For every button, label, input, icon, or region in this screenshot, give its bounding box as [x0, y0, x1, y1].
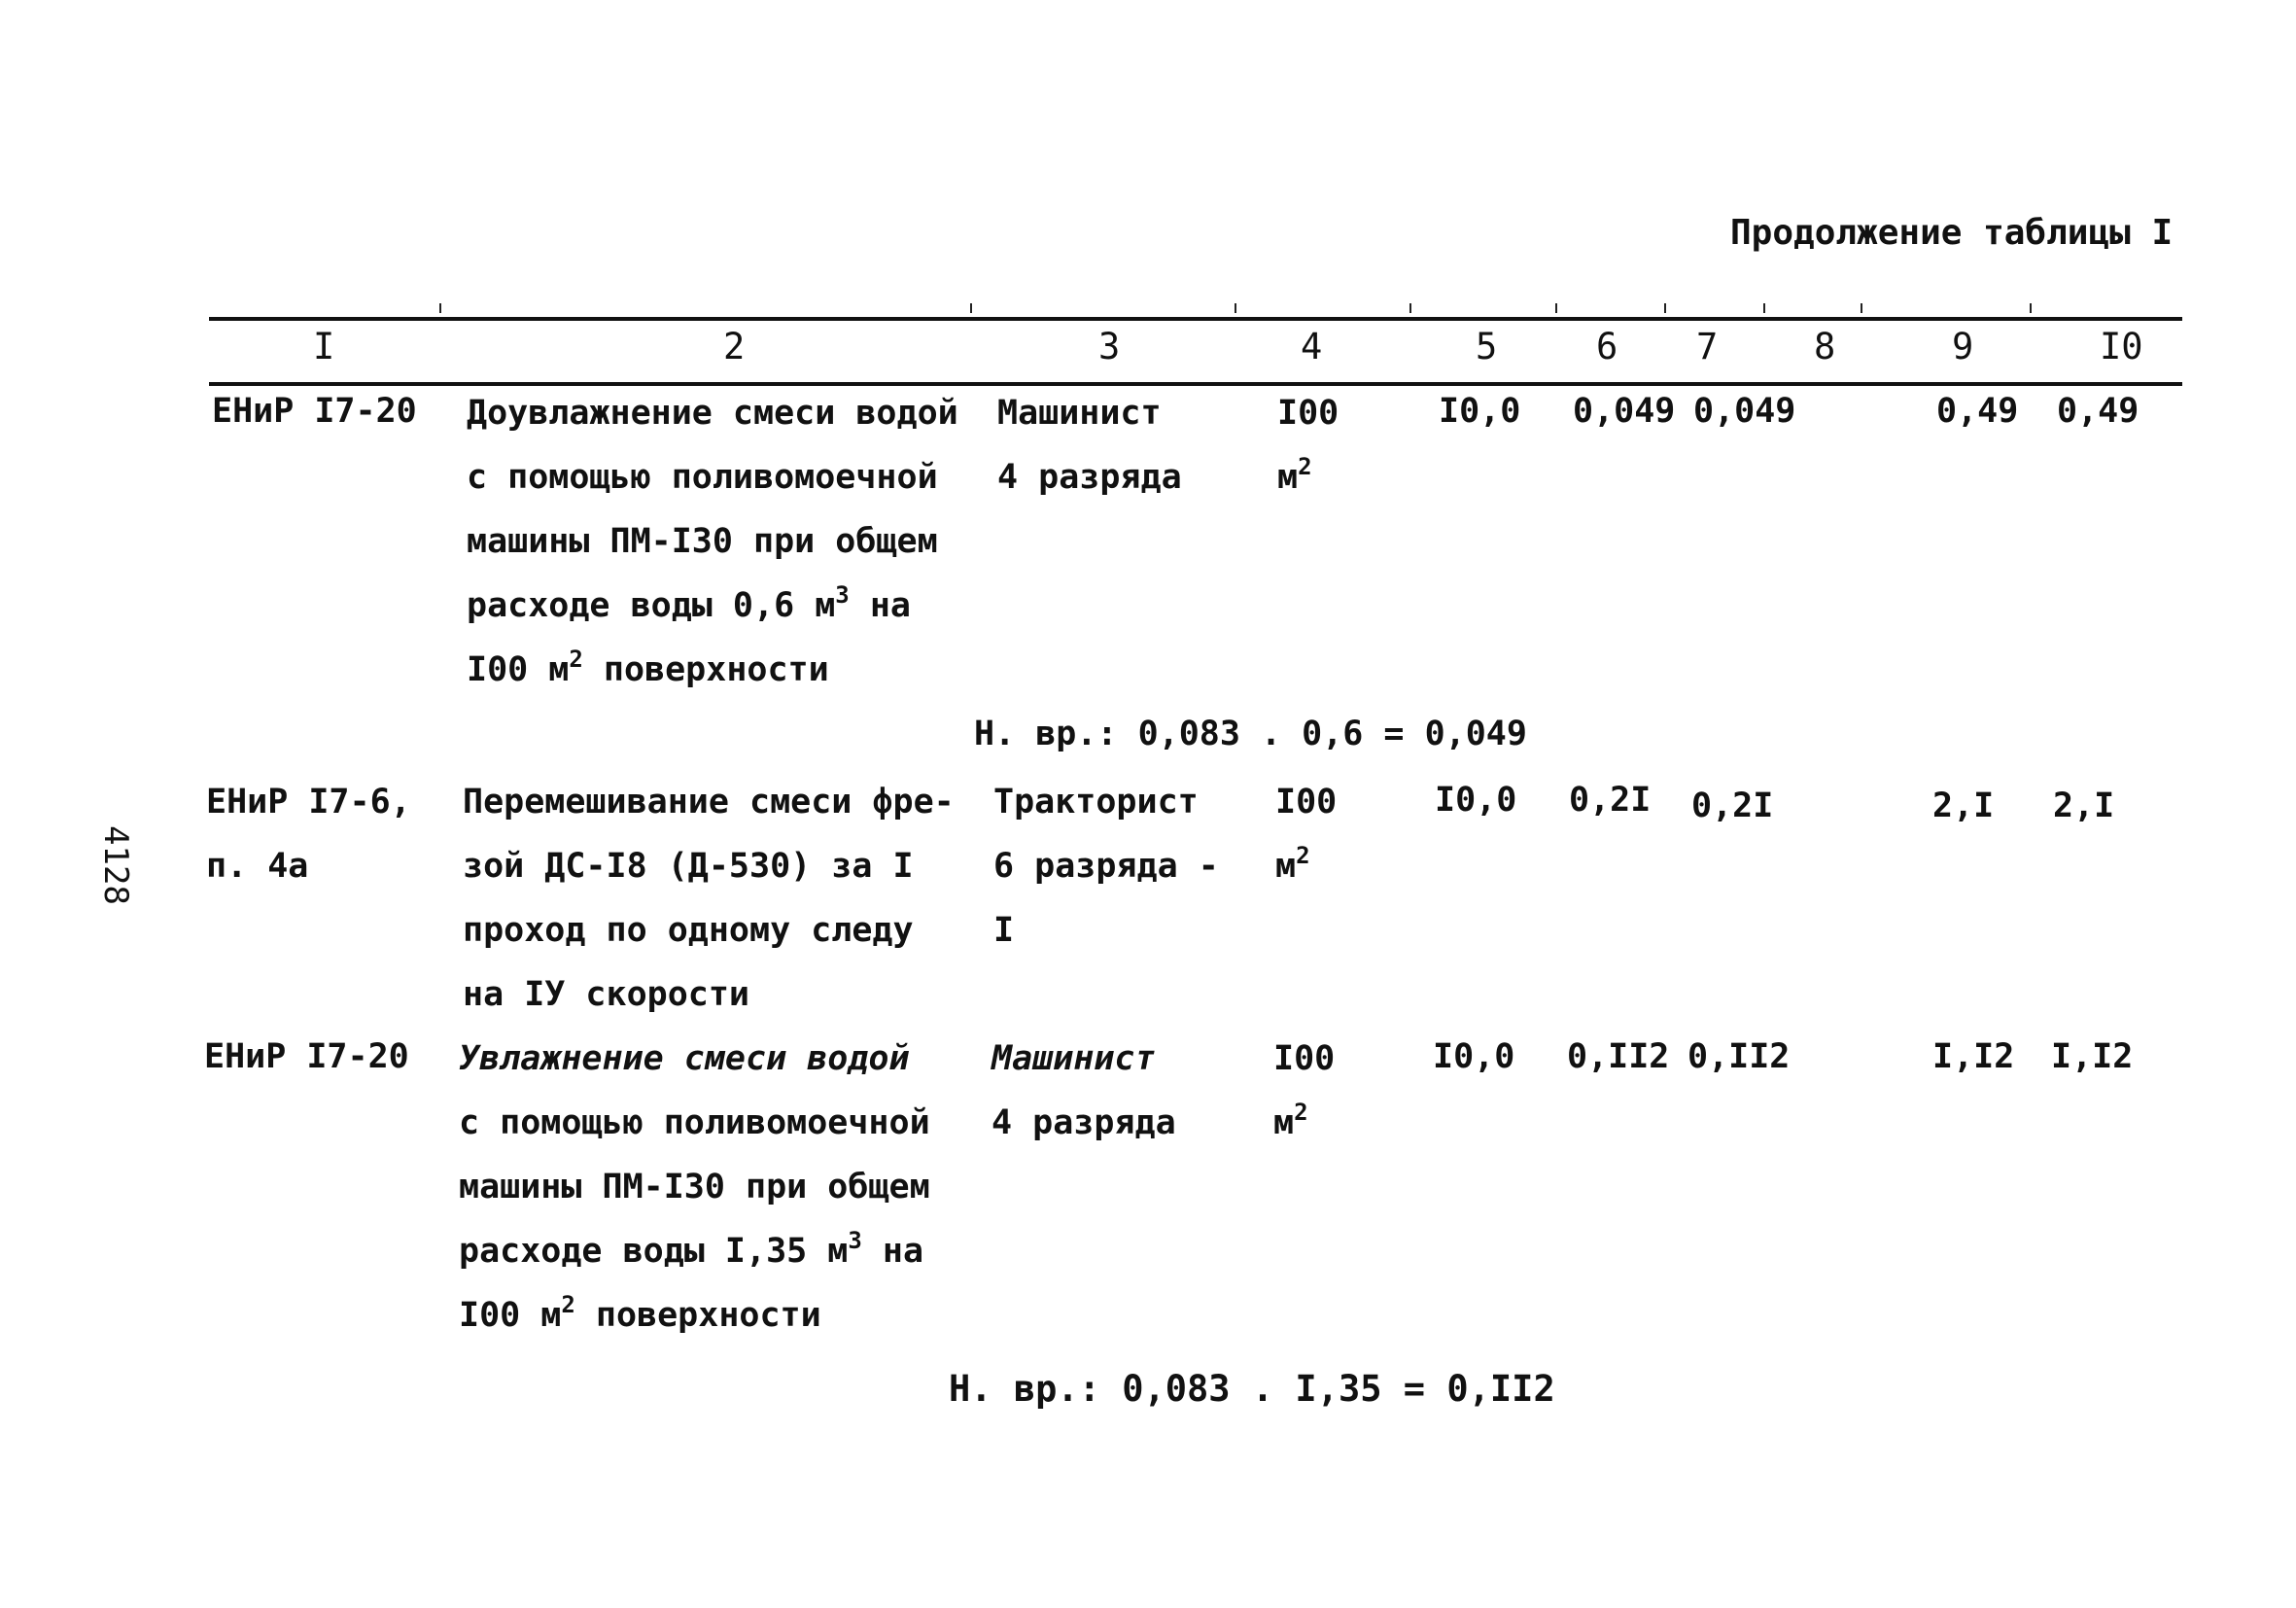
- performer: [997, 381, 1250, 509]
- description-line: расходе воды I,35 $м^3$ на: [459, 1227, 924, 1271]
- cell-col7: 0,II2: [1687, 1037, 1791, 1076]
- code-line: ЕНиР I7-6,: [206, 783, 411, 821]
- unit-measure: $м^2$: [1273, 1099, 1308, 1142]
- column-header: 5: [1476, 326, 1498, 367]
- column-tick: [1235, 303, 1236, 313]
- time-norm-formula: Н. вр.: 0,083 . I,35 = 0,II2: [949, 1368, 1555, 1410]
- time-norm-formula: Н. вр.: 0,083 . 0,6 = 0,049: [974, 715, 1527, 753]
- column-tick: [2030, 303, 2032, 313]
- cell-col10: 2,I: [2053, 787, 2115, 825]
- norm-code: [206, 770, 411, 898]
- unit-of-measure: [1275, 770, 1337, 898]
- description-line: с помощью поливомоечной: [459, 1103, 930, 1142]
- unit-of-measure: [1273, 1027, 1335, 1155]
- side-page-number: 4128: [95, 825, 135, 905]
- performer-line: Тракторист: [993, 783, 1199, 821]
- column-header: 9: [1952, 326, 1974, 367]
- unit-measure: $м^2$: [1275, 842, 1310, 886]
- column-tick: [1664, 303, 1666, 313]
- cell-col9: 0,49: [1936, 392, 2019, 431]
- column-header: I: [313, 326, 335, 367]
- column-tick: [1763, 303, 1765, 313]
- norm-code: ЕНиР I7-20: [212, 392, 417, 431]
- cell-col9: I,I2: [1932, 1037, 2015, 1076]
- column-header: I0: [2100, 326, 2143, 367]
- description-line: расходе воды 0,6 $м^3$ на: [467, 581, 911, 625]
- cell-col5: I0,0: [1435, 781, 1517, 820]
- description-line: Перемешивание смеси фре-: [463, 783, 955, 821]
- cell-col6: 0,II2: [1567, 1037, 1670, 1076]
- code-line: п. 4а: [206, 847, 309, 886]
- unit-value: I00: [1277, 394, 1339, 433]
- work-description: [459, 1027, 964, 1347]
- column-header: 7: [1696, 326, 1719, 367]
- column-tick: [439, 303, 441, 313]
- exponent: 2: [1298, 453, 1312, 480]
- performer-line: Машинист: [997, 394, 1162, 433]
- description-line: с помощью поливомоечной: [467, 458, 938, 497]
- cell-col7: 0,049: [1693, 392, 1796, 431]
- cell-col10: I,I2: [2051, 1037, 2134, 1076]
- column-header: 6: [1596, 326, 1618, 367]
- exponent: 2: [1294, 1099, 1308, 1126]
- performer-line: Машинист: [991, 1039, 1156, 1078]
- cell-col5: I0,0: [1433, 1037, 1515, 1076]
- description-line: Увлажнение смеси водой: [459, 1039, 910, 1078]
- cell-col9: 2,I: [1932, 787, 1995, 825]
- performer-line: 4 разряда: [997, 458, 1182, 497]
- exponent: 2: [1296, 842, 1310, 869]
- column-header: 8: [1814, 326, 1836, 367]
- unit-value: I00: [1273, 1039, 1336, 1078]
- cell-col10: 0,49: [2057, 392, 2139, 431]
- performer: [991, 1027, 1244, 1155]
- description-line: на IУ скорости: [463, 975, 750, 1014]
- column-tick: [1555, 303, 1557, 313]
- performer-line: 4 разряда: [991, 1103, 1176, 1142]
- column-tick: [1861, 303, 1862, 313]
- table-top-rule: [209, 317, 2182, 321]
- column-header: 2: [723, 326, 746, 367]
- norm-code: ЕНиР I7-20: [204, 1037, 409, 1076]
- column-tick: [970, 303, 972, 313]
- description-line: Доувлажнение смеси водой: [467, 394, 958, 433]
- unit-of-measure: [1277, 381, 1339, 509]
- description-line: проход по одному следу: [463, 911, 914, 950]
- unit-measure: $м^2$: [1277, 453, 1312, 497]
- column-tick: [1409, 303, 1411, 313]
- exponent: 2: [561, 1291, 575, 1318]
- cell-col6: 0,049: [1573, 392, 1676, 431]
- description-line: I00 $м^2$ поверхности: [459, 1291, 821, 1335]
- description-line: зой ДС-I8 (Д-530) за I: [463, 847, 914, 886]
- exponent: 3: [835, 581, 850, 609]
- description-line: I00 $м^2$ поверхности: [467, 646, 829, 689]
- description-line: машины ПМ-I30 при общем: [459, 1168, 930, 1206]
- unit-value: I00: [1275, 783, 1338, 821]
- cell-col5: I0,0: [1439, 392, 1521, 431]
- cell-col7: 0,2I: [1691, 787, 1774, 825]
- work-description: [463, 770, 968, 1027]
- performer-line: 6 разряда -: [993, 847, 1219, 886]
- column-header: 3: [1098, 326, 1121, 367]
- exponent: 2: [569, 646, 583, 673]
- performer-line: I: [993, 911, 1015, 950]
- exponent: 3: [848, 1227, 862, 1254]
- continuation-title: Продолжение таблицы I: [1730, 213, 2174, 253]
- cell-col6: 0,2I: [1569, 781, 1652, 820]
- performer: [993, 770, 1246, 962]
- column-header: 4: [1301, 326, 1323, 367]
- description-line: машины ПМ-I30 при общем: [467, 522, 938, 561]
- work-description: [467, 381, 972, 702]
